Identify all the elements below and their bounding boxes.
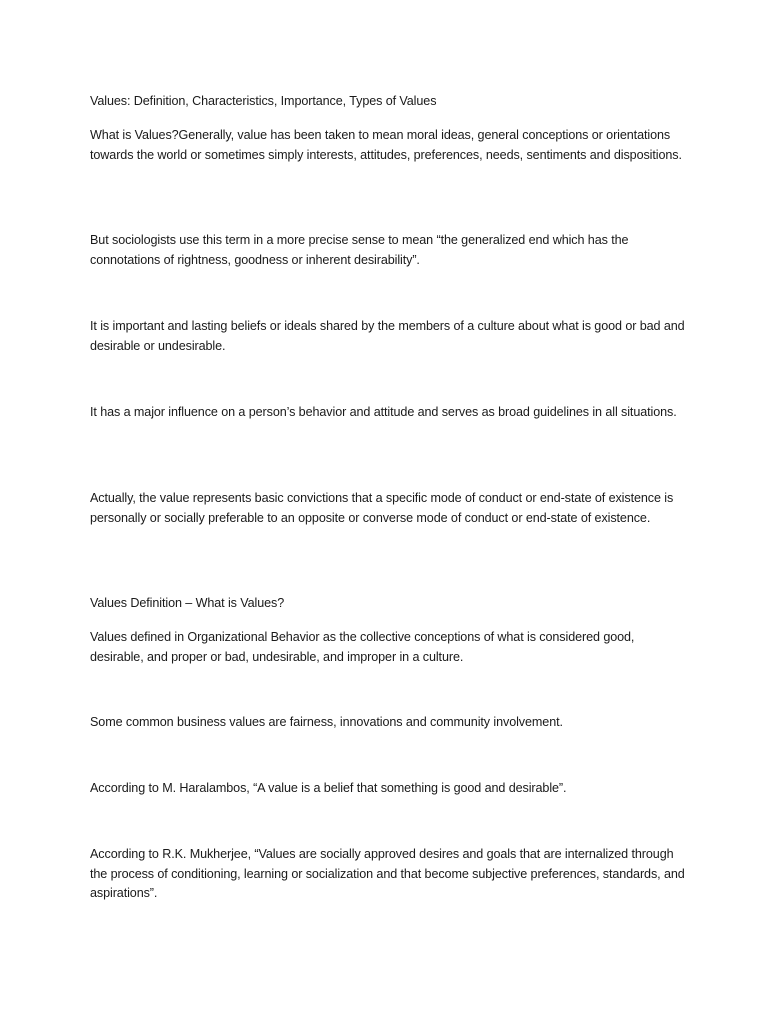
paragraph-major-influence: It has a major influence on a person’s behavior and attitude and serves as broad guidelines in all situations. <box>90 405 677 419</box>
paragraph-what-is-values: What is Values?Generally, value has been taken to mean moral ideas, general conceptions or orientations towards the world or sometimes simply interests, attitudes, preferences, needs, sentiments and dispositions. <box>90 128 682 162</box>
paragraph-basic-convictions: Actually, the value represents basic convictions that a specific mode of conduct or end-state of existence is personally or socially preferable to an opposite or converse mode of conduct or end-state of existence. <box>90 491 674 525</box>
paragraph-haralambos: According to M. Haralambos, “A value is a belief that something is good and desirable”. <box>90 781 567 795</box>
paragraph-sociologists: But sociologists use this term in a more precise sense to mean “the generalized end which has the connotations of rightness, goodness or inherent desirability”. <box>90 233 629 267</box>
paragraph-mukherjee: According to R.K. Mukherjee, “Values are socially approved desires and goals that are internalized through the process of conditioning, learning or socialization and that become subjective preferences, standards, and aspirations”. <box>90 847 685 900</box>
paragraph-business-values: Some common business values are fairness, innovations and community involvement. <box>90 715 563 729</box>
paragraph-lasting-beliefs: It is important and lasting beliefs or ideals shared by the members of a culture about what is good or bad and desirable or undesirable. <box>90 319 685 353</box>
paragraph-organizational-behavior: Values defined in Organizational Behavior as the collective conceptions of what is considered good, desirable, and proper or bad, undesirable, and improper in a culture. <box>90 630 635 664</box>
section-heading: Values Definition – What is Values? <box>90 596 285 610</box>
document-title: Values: Definition, Characteristics, Importance, Types of Values <box>90 94 437 108</box>
